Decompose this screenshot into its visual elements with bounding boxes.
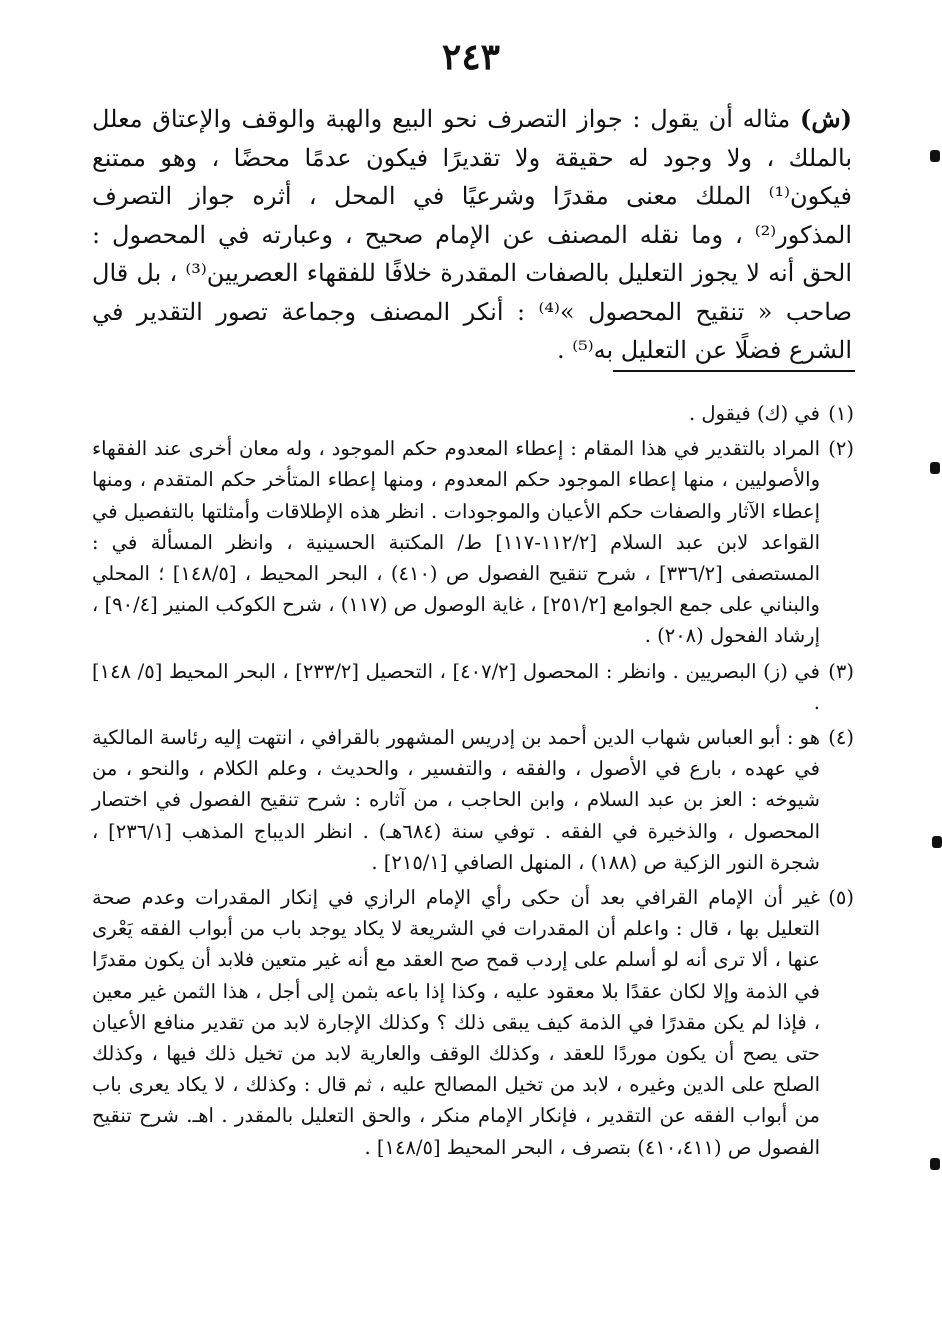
footnote-3 [92,656,854,718]
footnote-text: هو : أبو العباس شهاب الدين أحمد بن إدريس المشهور بالقرافي ، انتهت إليه رئاسة المالكية في عهده ، بارع في الأصول ، والفقه ، والتفسير ، والحديث ، وعلم الكلام ، والنحو ، من شيوخه : العز بن عبد السلام ، وابن الحاجب ، من آثاره : شرح تنقيح الفصول في اختصار المحصول ، والذخيرة في الفقه . توفي سنة (٦٨٤هـ) . انظر الديباج المذهب [٢٣٦/١] ، شجرة النور الزكية ص (١٨٨) ، المنهل الصافي [٢١٥/١] . [92,726,820,874]
footnote-text: في (ز) البصريين . وانظر : المحصول [٤٠٧/٢] ، التحصيل [٢٣٣/٢] ، البحر المحيط [٥/ ١٤٨] . [92,659,821,714]
footnote-1 [92,398,854,429]
main-paragraph-text: مثاله أن يقول : جواز التصرف نحو البيع والهبة والوقف والإعتاق معلل بالملك ، ولا وجود له حقيقة ولا تقديرًا فيكون عدمًا محضًا ، وهو ممتنع فيكون⁽¹⁾ الملك معنى مقدرًا وشرعيًا في المحل ، أثره جواز التصرف المذكور⁽²⁾ ، وما نقله المصنف عن الإمام صحيح ، وعبارته في المحصول : الحق أنه لا يجوز التعليل بالصفات المقدرة خلافًا للفقهاء العصريين⁽³⁾ ، بل قال صاحب « تنقيح المحصول »⁽⁴⁾ : أنكر المصنف وجماعة تصور التقدير في الشرع فضلًا عن التعليل به⁽⁵⁾ . [92,105,852,364]
footnote-text: غير أن الإمام القرافي بعد أن حكى رأي الإمام الرازي في إنكار المقدرات وعدم صحة التعليل بها ، قال : واعلم أن المقدرات في الشريعة لا يكاد يوجد باب من أبواب الفقه يَعْرى عنها ، ألا ترى أنه لو أسلم على إردب قمح صح العقد مع أنه غير متعين فلابد أن يكون مقدرًا في الذمة وإلا لكان عقدًا بلا معقود عليه ، وكذا إذا باعه بثمن إلى أجل ، هذا الثمن غير معين ، فإذا لم يكن مقدرًا في الذمة كيف يبقى ذلك ؟ وكذلك الإجارة لابد من تقدير منافع الأعيان حتى يصح أن يكون موردًا للعقد ، وكذلك الوقف والعارية لابد من تخيل ذلك فيها ، وكذلك الصلح على الدين وغيره ، لابد من تخيل المصالح عليه ، ثم قال : وكذلك ، لا يكاد يعرى باب من أبواب الفقه عن التقدير ، فإنكار الإمام منكر ، والحق التعليل بالمقدر . اهـ. شرح تنقيح الفصول ص (٤١٠،٤١١) بتصرف ، البحر المحيط [١٤٨/٥] . [92,886,820,1159]
footnote-number: (٢) [828,437,854,461]
footnote-separator [613,370,855,372]
scan-mark [930,150,940,162]
main-paragraph [92,100,852,370]
footnote-number: (١) [828,402,854,425]
scan-mark [932,836,942,848]
footnote-number: (٤) [828,726,854,750]
footnote-number: (٥) [828,886,854,910]
page-number: ٢٤٣ [441,36,500,78]
footnote-5 [92,882,854,1163]
scan-mark [930,1158,940,1170]
footnote-number: (٣) [828,659,854,683]
scan-mark [930,462,940,474]
footnote-text: في (ك) فيقول . [689,402,820,425]
sh-marker: (ش) [799,104,852,133]
footnote-text: المراد بالتقدير في هذا المقام : إعطاء المعدوم حكم الموجود ، وله معان أخرى عند الفقهاء والأصوليين ، منها إعطاء الموجود حكم المعدوم ، ومنها إعطاء المتأخر حكم المتقدم ، ومنها إعطاء الآثار والصفات حكم الأعيان والموجودات . انظر هذه الإطلاقات وأمثلتها بالتفصيل في القواعد لابن عبد السلام [١١٢/٢-١١٧] ط/ المكتبة الحسينية ، وانظر المسألة في : المستصفى [٣٣٦/٢] ، شرح تنقيح الفصول ص (٤١٠) ، البحر المحيط ، [١٤٨/٥] ؛ المحلي والبناني على جمع الجوامع [٢٥١/٢] ، غاية الوصول ص (١١٧) ، شرح الكوكب المنير [٩٠/٤] ، إرشاد الفحول (٢٠٨) . [92,437,821,648]
footnotes [92,398,854,1167]
footnote-4 [92,722,854,878]
footnote-2 [92,433,854,651]
